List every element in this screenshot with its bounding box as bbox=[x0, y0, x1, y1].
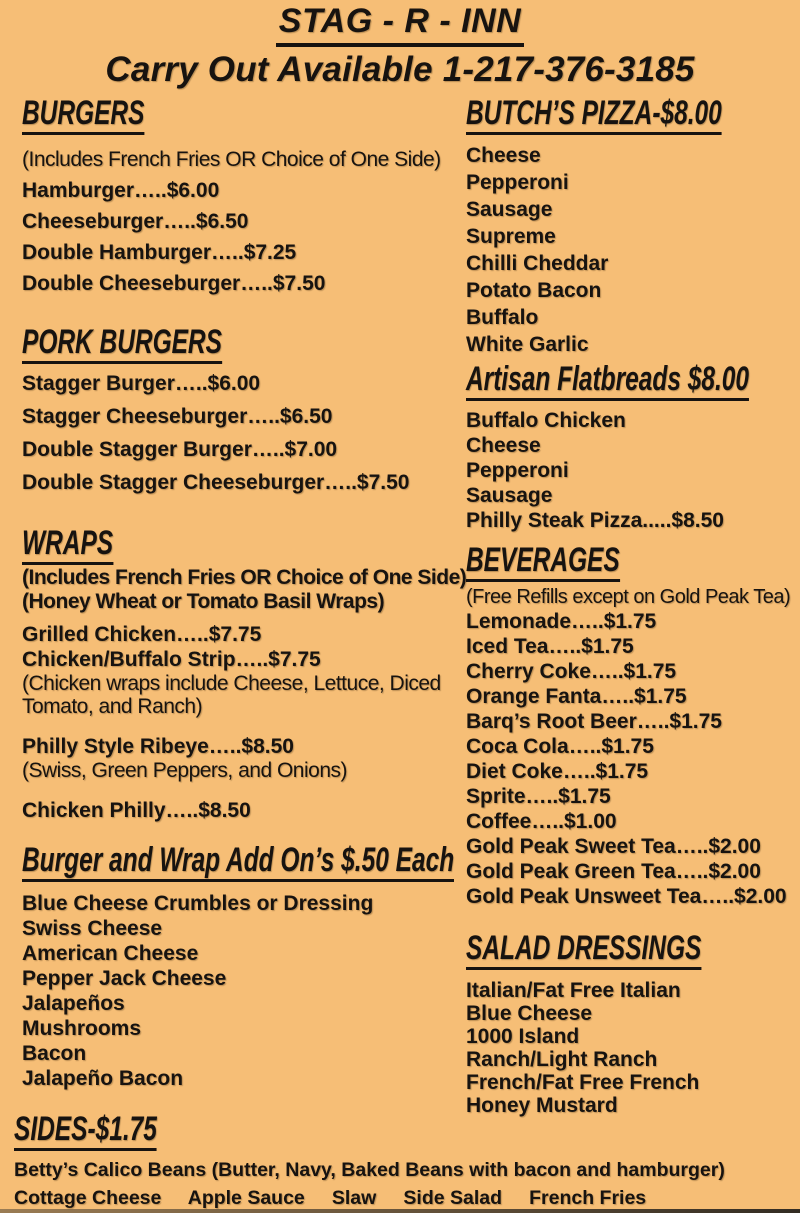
menu-line: Pepperoni bbox=[466, 459, 569, 482]
section-dressings bbox=[466, 931, 792, 1117]
menu-line: Orange Fanta…..$1.75 bbox=[466, 685, 687, 708]
menu-line: Blue Cheese bbox=[466, 1002, 593, 1025]
section-heading-row bbox=[22, 526, 464, 566]
section-heading-row bbox=[466, 543, 792, 583]
menu-line: Cherry Coke…..$1.75 bbox=[466, 660, 677, 683]
menu-line: Barq’s Root Beer…..$1.75 bbox=[466, 710, 722, 733]
menu-line: Sprite…..$1.75 bbox=[466, 785, 611, 808]
menu-line: Cheese bbox=[466, 434, 541, 457]
section-lines bbox=[22, 891, 464, 1091]
menu-line: Italian/Fat Free Italian bbox=[466, 979, 681, 1002]
section-heading-addons: Burger and Wrap Add On’s $.50 Each bbox=[22, 843, 454, 882]
section-burgers bbox=[22, 96, 464, 299]
menu-line: Double Cheeseburger…..$7.50 bbox=[22, 272, 326, 295]
menu-line: Chilli Cheddar bbox=[466, 252, 609, 275]
section-heading-pizza: BUTCH’S PIZZA-$8.00 bbox=[466, 96, 722, 135]
menu-line: Supreme bbox=[466, 225, 556, 248]
menu-line: (Chicken wraps include Cheese, Lettuce, Diced bbox=[22, 672, 441, 695]
menu-line: Stagger Cheeseburger…..$6.50 bbox=[22, 405, 333, 428]
title-row bbox=[0, 4, 800, 47]
section-heading-burgers: BURGERS bbox=[22, 96, 144, 135]
section-lines bbox=[22, 367, 464, 499]
section-heading-row bbox=[466, 931, 792, 971]
section-lines bbox=[22, 566, 467, 823]
menu-line: 1000 Island bbox=[466, 1025, 580, 1048]
section-heading-pork-burgers: PORK BURGERS bbox=[22, 325, 222, 364]
menu-line: Sausage bbox=[466, 484, 553, 507]
left-column bbox=[22, 94, 467, 1091]
menu-line: Potato Bacon bbox=[466, 279, 602, 302]
menu-line: (Includes French Fries OR Choice of One Side) bbox=[22, 148, 441, 171]
menu-line: Coca Cola…..$1.75 bbox=[466, 735, 654, 758]
menu-line: Grilled Chicken…..$7.75 bbox=[22, 623, 262, 646]
menu-line: Double Stagger Cheeseburger…..$7.50 bbox=[22, 471, 410, 494]
section-lines bbox=[466, 142, 792, 358]
menu-line: Philly Style Ribeye…..$8.50 bbox=[22, 735, 294, 758]
section-sides bbox=[14, 1112, 794, 1212]
menu-line: Blue Cheese Crumbles or Dressing bbox=[22, 892, 374, 915]
section-heading-flatbreads: Artisan Flatbreads $8.00 bbox=[466, 362, 749, 401]
menu-line: Pepper Jack Cheese bbox=[22, 967, 227, 990]
menu-line: Pepperoni bbox=[466, 171, 569, 194]
section-heading-beverages: BEVERAGES bbox=[466, 543, 620, 582]
menu-line: Bacon bbox=[22, 1042, 87, 1065]
menu-line: Iced Tea…..$1.75 bbox=[466, 635, 634, 658]
section-lines bbox=[466, 979, 792, 1117]
section-heading-sides: SIDES-$1.75 bbox=[14, 1112, 157, 1151]
menu-line: Cheeseburger…..$6.50 bbox=[22, 210, 249, 233]
menu-line: Ranch/Light Ranch bbox=[466, 1048, 658, 1071]
menu-line: White Garlic bbox=[466, 333, 589, 356]
right-column bbox=[466, 96, 792, 1117]
menu-line: (Honey Wheat or Tomato Basil Wraps) bbox=[22, 590, 385, 613]
menu-line: (Includes French Fries OR Choice of One Side) bbox=[22, 566, 467, 589]
carryout-phone: Carry Out Available 1-217-376-3185 bbox=[105, 49, 695, 89]
section-lines bbox=[22, 144, 464, 299]
section-wraps bbox=[22, 524, 467, 823]
section-flatbreads bbox=[466, 362, 792, 533]
menu-line: Gold Peak Sweet Tea…..$2.00 bbox=[466, 835, 761, 858]
section-heading-row bbox=[14, 1112, 794, 1152]
bottom-area bbox=[14, 1112, 794, 1212]
section-lines bbox=[466, 585, 792, 909]
menu-line: Chicken Philly…..$8.50 bbox=[22, 799, 251, 822]
menu-line: Jalapeños bbox=[22, 992, 125, 1015]
menu-line: Tomato, and Ranch) bbox=[22, 695, 203, 718]
section-beverages bbox=[466, 543, 792, 909]
menu-line: Diet Coke…..$1.75 bbox=[466, 760, 649, 783]
section-heading-row bbox=[466, 96, 792, 136]
menu-line: Cheese bbox=[466, 144, 541, 167]
page-edge-shadow bbox=[0, 1209, 800, 1213]
section-heading-row bbox=[22, 96, 464, 136]
menu-title: STAG - R - INN bbox=[276, 4, 524, 47]
menu-line: Jalapeño Bacon bbox=[22, 1067, 184, 1090]
menu-line: Buffalo Chicken bbox=[466, 409, 626, 432]
section-lines bbox=[14, 1156, 794, 1212]
section-heading-wraps: WRAPS bbox=[22, 526, 113, 565]
menu-line: Gold Peak Green Tea…..$2.00 bbox=[466, 860, 761, 883]
menu-line: Stagger Burger…..$6.00 bbox=[22, 372, 261, 395]
section-heading-row bbox=[22, 325, 464, 365]
menu-line: (Free Refills except on Gold Peak Tea) bbox=[466, 586, 791, 608]
menu-line: Swiss Cheese bbox=[22, 917, 163, 940]
menu-line: Coffee…..$1.00 bbox=[466, 810, 617, 833]
section-pizza bbox=[466, 96, 792, 358]
menu-line: Betty’s Calico Beans (Butter, Navy, Baked Beans with bacon and hamburger) bbox=[14, 1159, 725, 1181]
menu-line: Double Stagger Burger…..$7.00 bbox=[22, 438, 338, 461]
section-pork-burgers bbox=[22, 325, 464, 499]
menu-line: Lemonade…..$1.75 bbox=[466, 610, 657, 633]
menu-line: Cottage Cheese Apple Sauce Slaw Side Salad French Fries bbox=[14, 1187, 647, 1209]
section-addons bbox=[22, 843, 464, 1091]
section-lines bbox=[466, 408, 792, 533]
menu-line: Philly Steak Pizza.....$8.50 bbox=[466, 509, 724, 532]
menu-line: Sausage bbox=[466, 198, 553, 221]
menu-line: French/Fat Free French bbox=[466, 1071, 700, 1094]
section-heading-row bbox=[466, 362, 792, 402]
menu-line: American Cheese bbox=[22, 942, 199, 965]
menu-line: Chicken/Buffalo Strip…..$7.75 bbox=[22, 648, 321, 671]
menu-line: Mushrooms bbox=[22, 1017, 142, 1040]
menu-line: Gold Peak Unsweet Tea…..$2.00 bbox=[466, 885, 787, 908]
menu-line: Hamburger…..$6.00 bbox=[22, 179, 220, 202]
section-heading-dressings: SALAD DRESSINGS bbox=[466, 931, 701, 970]
menu-line: Honey Mustard bbox=[466, 1094, 618, 1117]
menu-line: Double Hamburger…..$7.25 bbox=[22, 241, 297, 264]
menu-header bbox=[0, 4, 800, 89]
section-heading-row bbox=[22, 843, 464, 883]
menu-line: Buffalo bbox=[466, 306, 539, 329]
menu-line: (Swiss, Green Peppers, and Onions) bbox=[22, 759, 347, 782]
